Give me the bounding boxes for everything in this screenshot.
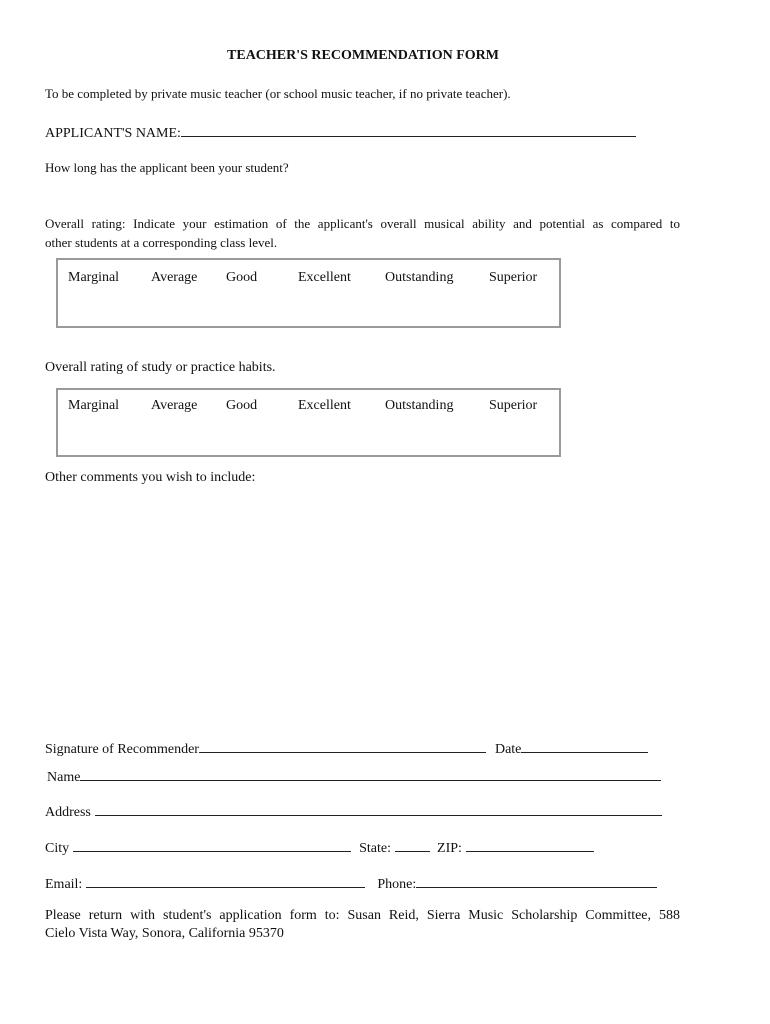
date-label: Date: [494, 742, 522, 757]
signature-row: [45, 738, 648, 758]
phone-label: Phone:: [377, 877, 417, 892]
name-field[interactable]: [80, 766, 661, 781]
applicant-name-row: [45, 122, 636, 142]
state-label: State:: [359, 841, 392, 856]
email-label: Email:: [45, 877, 83, 892]
study-option-superior[interactable]: Superior: [489, 398, 538, 413]
study-option-outstanding[interactable]: Outstanding: [385, 398, 454, 413]
zip-label: ZIP:: [437, 841, 462, 856]
rating-option-excellent[interactable]: Excellent: [298, 270, 351, 285]
email-field[interactable]: [86, 873, 365, 888]
study-option-average[interactable]: Average: [151, 398, 198, 413]
date-field[interactable]: [521, 738, 648, 753]
study-option-good[interactable]: Good: [226, 398, 258, 413]
rating-option-outstanding[interactable]: Outstanding: [385, 270, 454, 285]
name-row: [47, 766, 661, 786]
city-row: [45, 837, 594, 857]
rating-option-good[interactable]: Good: [226, 270, 258, 285]
comments-area[interactable]: [45, 492, 680, 720]
study-option-excellent[interactable]: Excellent: [298, 398, 351, 413]
state-field[interactable]: [395, 837, 430, 852]
study-habits-box: [56, 388, 561, 457]
applicant-name-field[interactable]: [181, 122, 636, 137]
study-habits-label: Overall rating of study or practice habits.: [45, 360, 276, 375]
signature-label: Signature of Recommender: [45, 742, 199, 757]
form-title: TEACHER'S RECOMMENDATION FORM: [227, 48, 499, 63]
address-row: [45, 801, 662, 821]
signature-field[interactable]: [199, 738, 486, 753]
overall-rating-box: [56, 258, 561, 328]
how-long-question: How long has the applicant been your student?: [45, 160, 289, 175]
instructions-text: To be completed by private music teacher (or school music teacher, if no private teacher).: [45, 86, 511, 101]
rating-option-average[interactable]: Average: [151, 270, 198, 285]
address-field[interactable]: [95, 801, 662, 816]
return-line2: Cielo Vista Way, Sonora, California 95370: [45, 926, 284, 941]
phone-field[interactable]: [416, 873, 657, 888]
address-label: Address: [45, 805, 91, 820]
zip-field[interactable]: [466, 837, 594, 852]
study-option-marginal[interactable]: Marginal: [68, 398, 120, 413]
overall-rating-line2: other students at a corresponding class level.: [45, 235, 278, 250]
city-field[interactable]: [73, 837, 351, 852]
rating-option-marginal[interactable]: Marginal: [68, 270, 120, 285]
applicant-name-label: APPLICANT'S NAME:: [45, 126, 181, 141]
return-line1: Please return with student's application form to: Susan Reid, Sierra Music Scholarship Committee, 588: [45, 908, 680, 923]
overall-rating-line1: Overall rating: Indicate your estimation of the applicant's overall musical ability and potential as compared to: [45, 216, 680, 231]
city-label: City: [45, 841, 70, 856]
name-label: Name: [47, 770, 81, 785]
comments-label: Other comments you wish to include:: [45, 470, 256, 485]
rating-option-superior[interactable]: Superior: [489, 270, 538, 285]
email-row: [45, 873, 657, 893]
